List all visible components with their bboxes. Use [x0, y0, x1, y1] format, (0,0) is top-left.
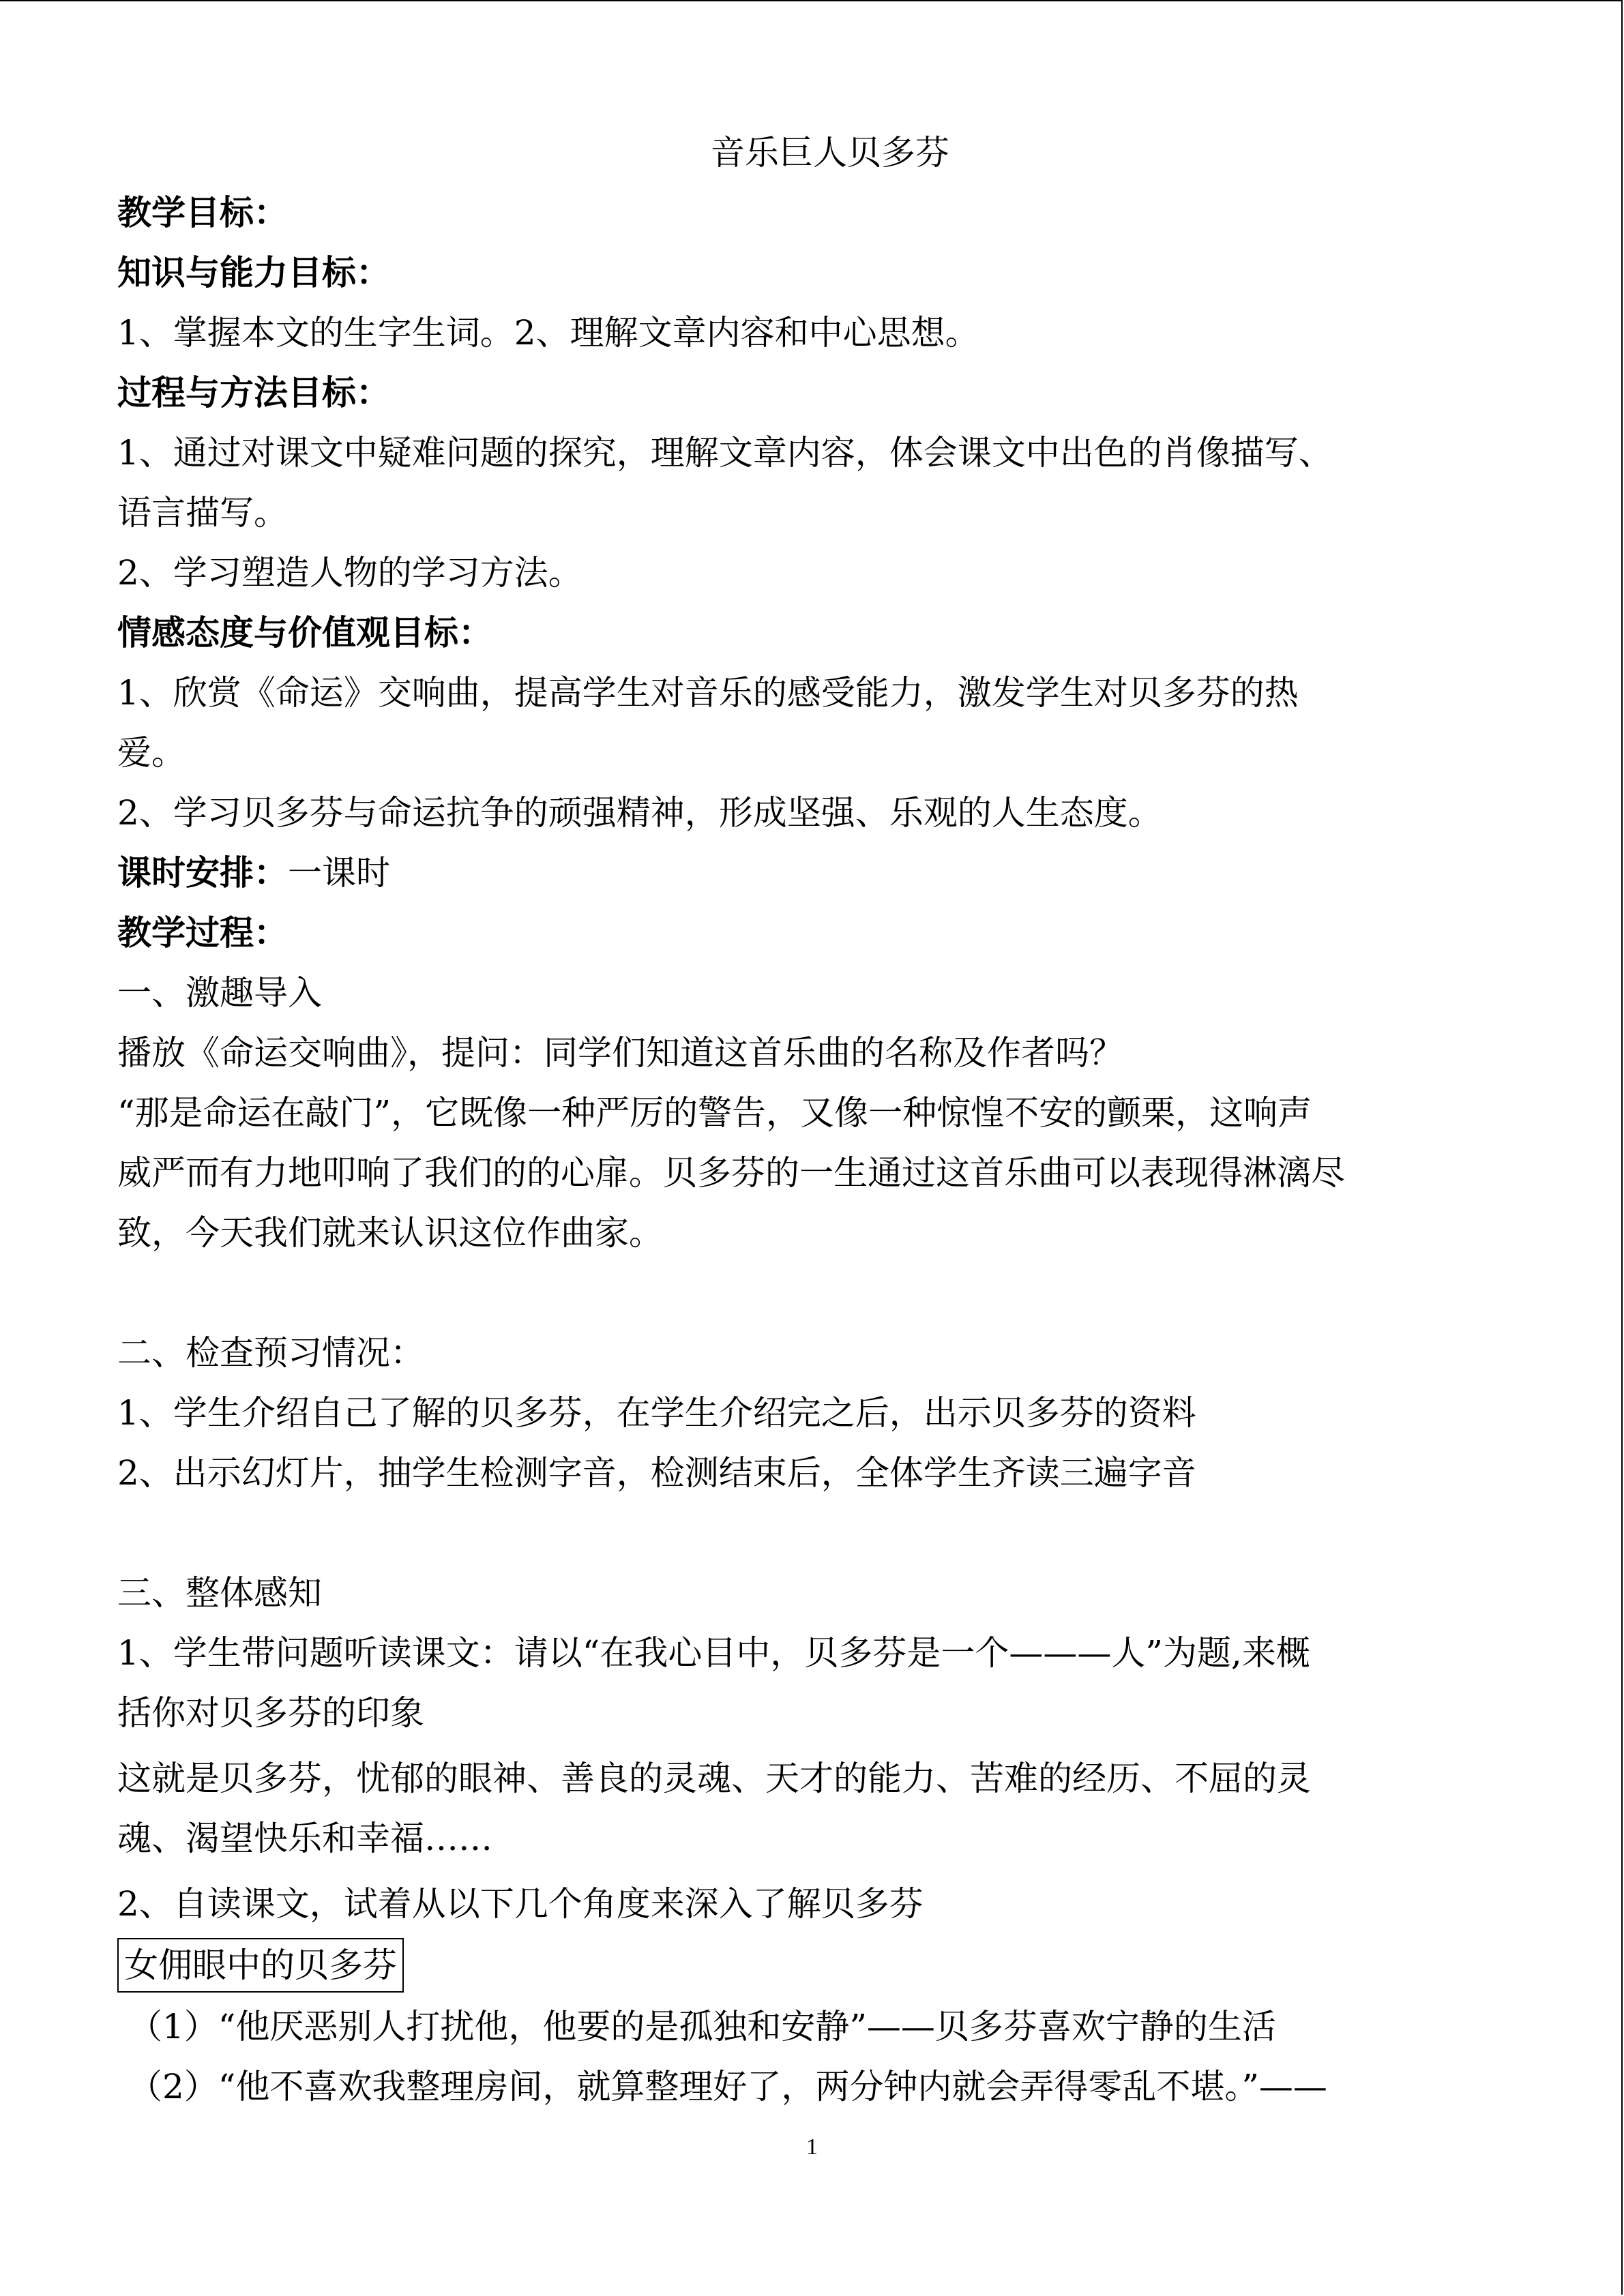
section2-item2: 2、出示幻灯片，抽学生检测字音，检测结束后，全体学生齐读三遍字音: [117, 1453, 1196, 1493]
section3-item1-line1: 1、学生带问题听读课文：请以“在我心目中，贝多芬是一个———人”为题,来概: [117, 1633, 1310, 1673]
schedule-row: [117, 843, 1516, 903]
section3-answer-line1: 这就是贝多芬，忧郁的眼神、善良的灵魂、天才的能力、苦难的经历、不屈的灵: [117, 1759, 1311, 1798]
section3-heading: 三、整体感知: [117, 1573, 322, 1613]
section2-heading: 二、检查预习情况：: [117, 1333, 424, 1373]
section1-line4: 致，今天我们就来认识这位作曲家。: [117, 1213, 663, 1253]
schedule-label: 课时安排：: [117, 853, 288, 893]
page-number: 1: [806, 2134, 818, 2160]
emotion-objective-item2: 2、学习贝多芬与命运抗争的顽强精神，形成坚强、乐观的人生态度。: [117, 793, 1162, 833]
document-title: 音乐巨人贝多芬: [711, 133, 949, 173]
section1-line1: 播放《命运交响曲》，提问：同学们知道这首乐曲的名称及作者吗？: [117, 1033, 1123, 1073]
process-objective-item1-line1: 1、通过对课文中疑难问题的探究，理解文章内容，体会课文中出色的肖像描写、: [117, 433, 1333, 473]
emotion-objective-item1-line2: 爱。: [117, 733, 186, 773]
emotion-objective-item1-line1: 1、欣赏《命运》交响曲，提高学生对音乐的感受能力，激发学生对贝多芬的热: [117, 673, 1299, 713]
knowledge-objective-text: 1、掌握本文的生字生词。2、理解文章内容和中心思想。: [117, 313, 979, 353]
section2-item1: 1、学生介绍自己了解的贝多芬，在学生介绍完之后，出示贝多芬的资料: [117, 1393, 1196, 1433]
process-objective-item1-line2: 语言描写。: [117, 493, 288, 533]
section1-line3: 威严而有力地叩响了我们的的心扉。贝多芬的一生通过这首乐曲可以表现得淋漓尽: [117, 1153, 1345, 1193]
schedule-value: 一课时: [288, 853, 390, 893]
process-objective-item2: 2、学习塑造人物的学习方法。: [117, 553, 582, 593]
knowledge-objective-heading: 知识与能力目标：: [117, 253, 390, 293]
section3-quote2: （2）“他不喜欢我整理房间，就算整理好了，两分钟内就会弄得零乱不堪。”——: [128, 2067, 1327, 2106]
boxed-label: 女佣眼中的贝多芬: [117, 1938, 404, 1993]
section3-item1-line2: 括你对贝多芬的印象: [117, 1693, 424, 1733]
blank-line: [117, 1263, 1516, 1323]
section3-answer-line2: 魂、渴望快乐和幸福……: [117, 1819, 492, 1858]
teaching-process-heading: 教学过程：: [117, 913, 288, 953]
document-body: [117, 123, 1516, 2117]
objectives-heading: 教学目标：: [117, 193, 288, 233]
boxed-label-row: [117, 1934, 1516, 1997]
section3-item2: 2、自读课文，试着从以下几个角度来深入了解贝多芬: [117, 1884, 924, 1924]
process-objective-heading: 过程与方法目标：: [117, 373, 390, 413]
emotion-objective-heading: 情感态度与价值观目标：: [117, 613, 492, 653]
blank-line: [117, 1503, 1516, 1563]
section1-line2: “那是命运在敲门”，它既像一种严厉的警告，又像一种惊惶不安的颤栗，这响声: [117, 1093, 1312, 1133]
section3-quote1: （1）“他厌恶别人打扰他，他要的是孤独和安静”——贝多芬喜欢宁静的生活: [128, 2007, 1276, 2046]
section1-heading: 一、激趣导入: [117, 973, 322, 1013]
